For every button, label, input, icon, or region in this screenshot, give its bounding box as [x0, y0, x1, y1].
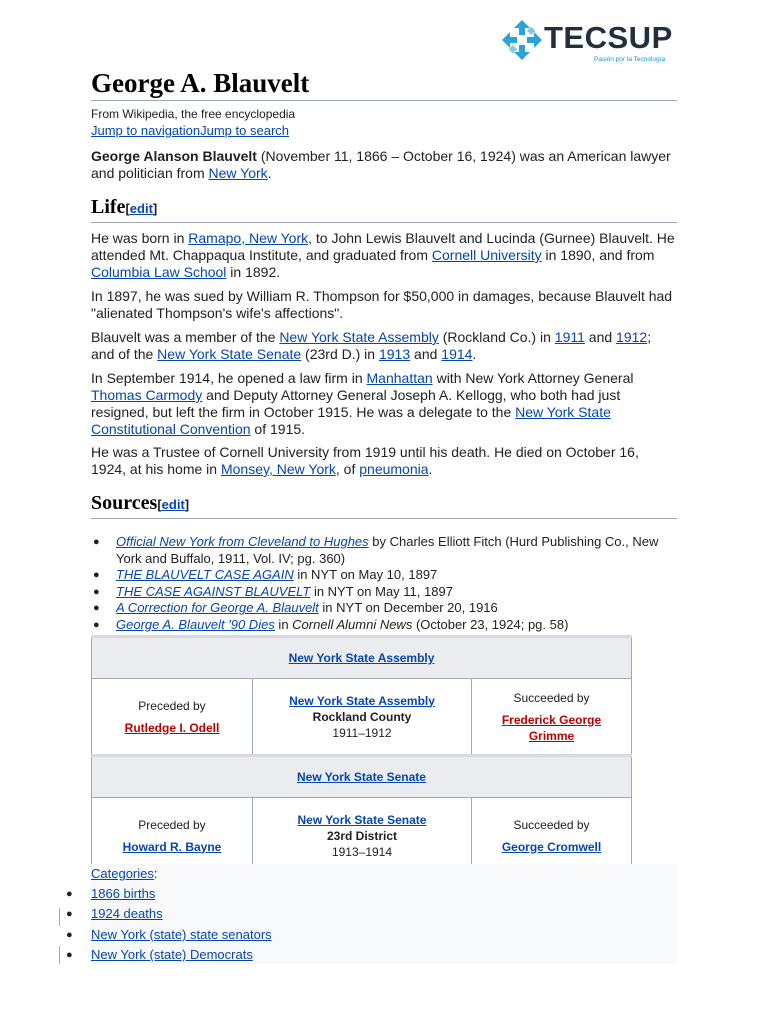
succession-box: [91, 635, 632, 874]
predecessor-link[interactable]: Rutledge I. Odell: [124, 720, 220, 735]
succession-header-link[interactable]: New York State Senate: [297, 770, 426, 784]
tecsup-logo: [500, 16, 680, 66]
sources-heading-text: Sources: [91, 492, 158, 514]
text: (23rd D.) in: [301, 346, 379, 362]
life-paragraph-1: [91, 230, 677, 281]
text: In September 1914, he opened a law firm in: [91, 370, 367, 386]
category-link[interactable]: New York (state) Democrats: [91, 947, 253, 963]
text: of 1915.: [250, 421, 306, 437]
source-link[interactable]: THE CASE AGAINST BLAUVELT: [116, 583, 311, 599]
ny-state-senate-link[interactable]: New York State Senate: [157, 346, 302, 362]
logo-wordmark: TECSUP: [544, 20, 673, 55]
tecsup-arrows-logo-icon: [500, 18, 544, 62]
colon: :: [153, 866, 158, 881]
intro-text-end: .: [267, 165, 272, 181]
columbia-law-school-link[interactable]: Columbia Law School: [91, 264, 227, 280]
text: (Rockland Co.) in: [438, 329, 555, 345]
succession-row-senate: [92, 798, 632, 874]
text: , to John Lewis Blauvelt and Lucinda (Gurnee) Blauvelt. He attended Mt. Chappaqua Institute, and graduated from: [91, 230, 675, 263]
text: and: [410, 346, 442, 362]
text: , of: [335, 461, 360, 477]
list-item: ● Official New York from Cleveland to Hughes by Charles Elliott Fitch (Hurd Publishing Co., New York and Buffalo, 1911, Vol. IV; pg. 360): [93, 534, 659, 566]
category-divider: [59, 908, 60, 926]
intro-paragraph: [91, 148, 677, 182]
site-tagline: From Wikipedia, the free encyclopedia: [91, 107, 296, 121]
list-item: ● New York (state) state senators: [66, 926, 272, 942]
publication-name: Cornell Alumni News: [292, 616, 413, 632]
list-item: ● THE BLAUVELT CASE AGAIN in NYT on May 10, 1897: [93, 567, 438, 583]
category-link[interactable]: New York (state) state senators: [91, 926, 272, 942]
section-heading-sources: Sources[edit]: [91, 491, 677, 519]
edit-sources-link[interactable]: edit: [161, 497, 185, 512]
text: in: [274, 616, 293, 632]
list-item: ● A Correction for George A. Blauvelt in NYT on December 20, 1916: [93, 600, 498, 616]
cornell-university-link[interactable]: Cornell University: [431, 247, 542, 263]
successor-link[interactable]: George Cromwell: [501, 839, 602, 854]
constitutional-convention-link[interactable]: New York State Constitutional Convention: [91, 404, 611, 437]
source-link[interactable]: Official New York from Cleveland to Hughes: [116, 534, 369, 549]
text: ; and of the: [91, 329, 652, 362]
source-link[interactable]: A Correction for George A. Blauvelt: [116, 600, 319, 616]
succession-header-link[interactable]: New York State Assembly: [288, 651, 435, 665]
edit-life-link[interactable]: edit: [129, 201, 153, 216]
source-link[interactable]: THE BLAUVELT CASE AGAIN: [116, 567, 294, 583]
text: .: [472, 346, 477, 362]
thomas-carmody-link[interactable]: Thomas Carmody: [91, 387, 203, 403]
term-years: 1911–1912: [332, 725, 392, 740]
text: in NYT on December 20, 1916: [318, 600, 498, 616]
category-link[interactable]: 1866 births: [91, 886, 156, 901]
subject-name: George Alanson Blauvelt: [91, 148, 257, 164]
ramapo-link[interactable]: Ramapo, New York: [188, 230, 309, 246]
preceded-by-label: Preceded by: [138, 698, 206, 713]
new-york-link[interactable]: New York: [208, 165, 268, 181]
year-1912-link[interactable]: 1912: [616, 329, 648, 345]
category-divider: [59, 946, 60, 964]
jump-links: [91, 123, 289, 138]
succession-header-senate: [92, 756, 632, 798]
year-1914-link[interactable]: 1914: [441, 346, 473, 362]
succession-header-assembly: [92, 637, 632, 679]
term-years: 1913–1914: [331, 844, 393, 859]
life-heading-text: Life: [91, 196, 126, 218]
succeeded-by-label: Succeeded by: [513, 817, 590, 832]
text: in NYT on May 11, 1897: [310, 583, 453, 599]
preceded-by-label: Preceded by: [138, 817, 206, 832]
life-paragraph-3: [91, 329, 677, 363]
text: and: [584, 329, 617, 345]
text: in 1890, and from: [541, 247, 655, 263]
list-item: ● 1924 deaths: [66, 906, 163, 922]
jump-to-navigation-link[interactable]: Jump to navigation: [91, 123, 201, 138]
district: 23rd District: [326, 828, 398, 843]
text: .: [428, 461, 433, 477]
text: Blauvelt was a member of the: [91, 329, 280, 345]
year-1911-link[interactable]: 1911: [554, 329, 585, 345]
ny-state-assembly-link[interactable]: New York State Assembly: [279, 329, 439, 345]
intro-text: (November 11, 1866 – October 16, 1924) was an American lawyer and politician from: [91, 148, 671, 181]
district: Rockland County: [312, 709, 412, 724]
year-1913-link[interactable]: 1913: [378, 346, 411, 362]
logo-tagline: Pasión por la Tecnología: [594, 56, 666, 63]
categories-box: [66, 864, 677, 964]
office-link[interactable]: New York State Assembly: [289, 693, 435, 708]
category-link[interactable]: 1924 deaths: [91, 906, 163, 922]
list-item: ● George A. Blauvelt '90 Dies in Cornell Alumni News (October 23, 1924; pg. 58): [93, 616, 569, 632]
text: (October 23, 1924; pg. 58): [412, 616, 569, 632]
page-title: George A. Blauvelt: [91, 66, 677, 101]
sources-list: [91, 534, 677, 634]
life-paragraph-4: [91, 370, 677, 438]
categories-label: [91, 864, 158, 884]
life-paragraph-2: In 1897, he was sued by William R. Thompson for $50,000 in damages, because Blauvelt had "alienated Thompson's wife's affections".: [91, 288, 673, 321]
monsey-link[interactable]: Monsey, New York: [220, 461, 336, 477]
successor-link[interactable]: Frederick George Grimme: [501, 712, 602, 743]
categories-link[interactable]: Categories: [91, 866, 154, 881]
text: He was born in: [91, 230, 189, 246]
pneumonia-link[interactable]: pneumonia: [359, 461, 429, 477]
office-link[interactable]: New York State Senate: [297, 812, 427, 827]
list-item: ● THE CASE AGAINST BLAUVELT in NYT on May 11, 1897: [93, 583, 453, 599]
succeeded-by-label: Succeeded by: [513, 690, 590, 705]
text: with New York Attorney General: [432, 370, 634, 386]
life-paragraph-5: [91, 444, 677, 478]
list-item: ● New York (state) Democrats: [66, 947, 253, 963]
text: and Deputy Attorney General Joseph A. Kellogg, who both had just resigned, but left the firm in October 1915. He was a delegate to the: [91, 387, 621, 420]
source-link[interactable]: George A. Blauvelt '90 Dies: [116, 616, 275, 632]
text: He was a Trustee of Cornell University from 1919 until his death. He died on October 16, 1924, at his home in: [91, 444, 639, 477]
list-item: ● 1866 births: [66, 886, 156, 901]
jump-to-search-link[interactable]: Jump to search: [200, 123, 289, 138]
section-heading-life: Life[edit]: [91, 195, 677, 223]
text: in NYT on May 10, 1897: [293, 567, 438, 583]
text: by Charles Elliott Fitch (Hurd Publishing Co., New York and Buffalo, 1911, Vol. IV; pg. 360): [116, 534, 659, 566]
manhattan-link[interactable]: Manhattan: [366, 370, 433, 386]
succession-row-assembly: [92, 679, 632, 756]
text: in 1892.: [226, 264, 281, 280]
categories-list: [66, 884, 272, 966]
predecessor-link[interactable]: Howard R. Bayne: [122, 839, 222, 854]
